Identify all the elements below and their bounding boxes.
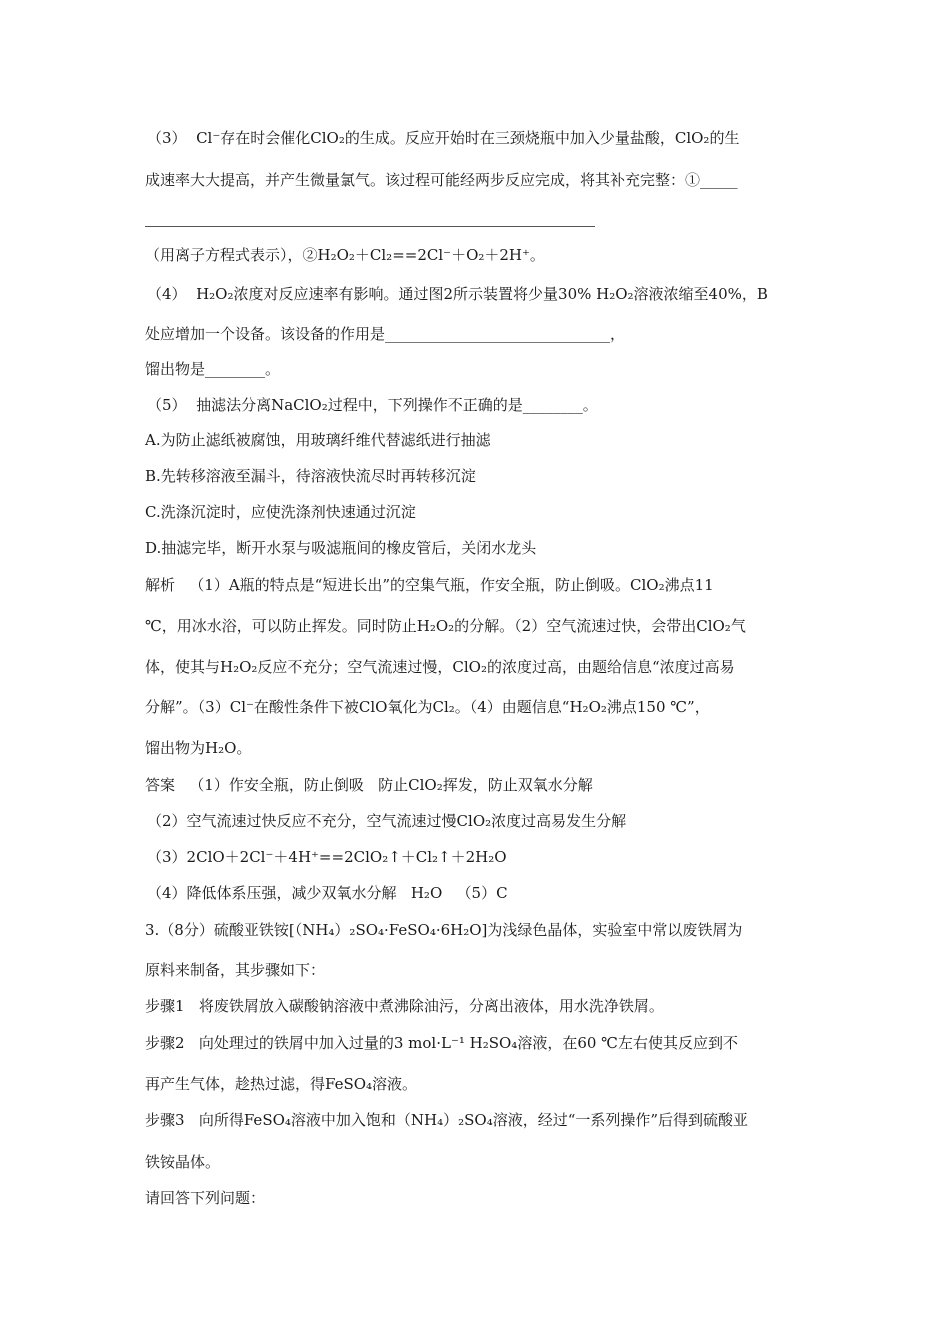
- q3-line-3: （用离子方程式表示），②H₂O₂＋Cl₂==2Cl⁻＋O₂＋2H⁺。: [145, 246, 545, 264]
- q3-line-2: 成速率大大提高，并产生微量氯气。该过程可能经两步反应完成，将其补充完整：①_____: [145, 171, 738, 189]
- q3-line-1: （3） Cl⁻存在时会催化ClO₂的生成。反应开始时在三颈烧瓶中加入少量盐酸，ClO₂的生: [147, 129, 740, 147]
- q-3-line-1: 3.（8分）硫酸亚铁铵[（NH₄）₂SO₄·FeSO₄·6H₂O]为浅绿色晶体，实验室中常以废铁屑为: [145, 921, 743, 939]
- analysis-line-4: 分解”。（3）Cl⁻在酸性条件下被ClO氧化为Cl₂。（4）由题信息“H₂O₂沸点150 ℃”，: [145, 698, 710, 716]
- answer-line-4: （4）降低体系压强，减少双氧水分解 H₂O （5）C: [147, 884, 508, 902]
- option-b: B.先转移溶液至漏斗，待溶液快流尽时再转移沉淀: [145, 467, 476, 485]
- option-c: C.洗涤沉淀时，应使洗涤剂快速通过沉淀: [145, 503, 416, 521]
- q4-line-2: 处应增加一个设备。该设备的作用是______________________________，: [145, 325, 626, 343]
- answer-line-3: （3）2ClO＋2Cl⁻＋4H⁺==2ClO₂↑＋Cl₂↑＋2H₂O: [147, 848, 507, 866]
- step-2-line-1: 步骤2 向处理过的铁屑中加入过量的3 mol·L⁻¹ H₂SO₄溶液，在60 ℃左右使其反应到不: [145, 1034, 738, 1052]
- option-a: A.为防止滤纸被腐蚀，用玻璃纤维代替滤纸进行抽滤: [145, 431, 491, 449]
- step-1: 步骤1 将废铁屑放入碳酸钠溶液中煮沸除油污，分离出液体，用水洗净铁屑。: [145, 997, 664, 1015]
- option-d: D.抽滤完毕，断开水泵与吸滤瓶间的橡皮管后，关闭水龙头: [145, 539, 537, 557]
- step-3-line-1: 步骤3 向所得FeSO₄溶液中加入饱和（NH₄）₂SO₄溶液，经过“一系列操作”后得到硫酸亚: [145, 1111, 749, 1129]
- step-2-line-2: 再产生气体，趁热过滤，得FeSO₄溶液。: [145, 1075, 418, 1093]
- analysis-line-5: 馏出物为H₂O。: [145, 739, 252, 757]
- q5-line-1: （5） 抽滤法分离NaClO₂过程中，下列操作不正确的是________。: [147, 396, 598, 414]
- answer-line-2: （2）空气流速过快反应不充分，空气流速过慢ClO₂浓度过高易发生分解: [147, 812, 627, 830]
- answer-blank-rule: [145, 226, 595, 227]
- q-3-line-2: 原料来制备，其步骤如下：: [145, 961, 326, 979]
- answer-line-1: 答案 （1）作安全瓶，防止倒吸 防止ClO₂挥发，防止双氧水分解: [145, 776, 593, 794]
- analysis-line-2: ℃，用冰水浴，可以防止挥发。同时防止H₂O₂的分解。（2）空气流速过快，会带出ClO₂气: [145, 617, 746, 635]
- analysis-line-3: 体，使其与H₂O₂反应不充分；空气流速过慢，ClO₂的浓度过高，由题给信息“浓度过高易: [145, 658, 735, 676]
- q4-line-3: 馏出物是________。: [145, 360, 281, 378]
- prompt-line: 请回答下列问题：: [145, 1189, 266, 1207]
- q4-line-1: （4） H₂O₂浓度对反应速率有影响。通过图2所示装置将少量30% H₂O₂溶液浓缩至40%，B: [147, 285, 768, 303]
- analysis-line-1: 解析 （1）A瓶的特点是“短进长出”的空集气瓶，作安全瓶，防止倒吸。ClO₂沸点11: [145, 576, 714, 594]
- step-3-line-2: 铁铵晶体。: [145, 1153, 221, 1171]
